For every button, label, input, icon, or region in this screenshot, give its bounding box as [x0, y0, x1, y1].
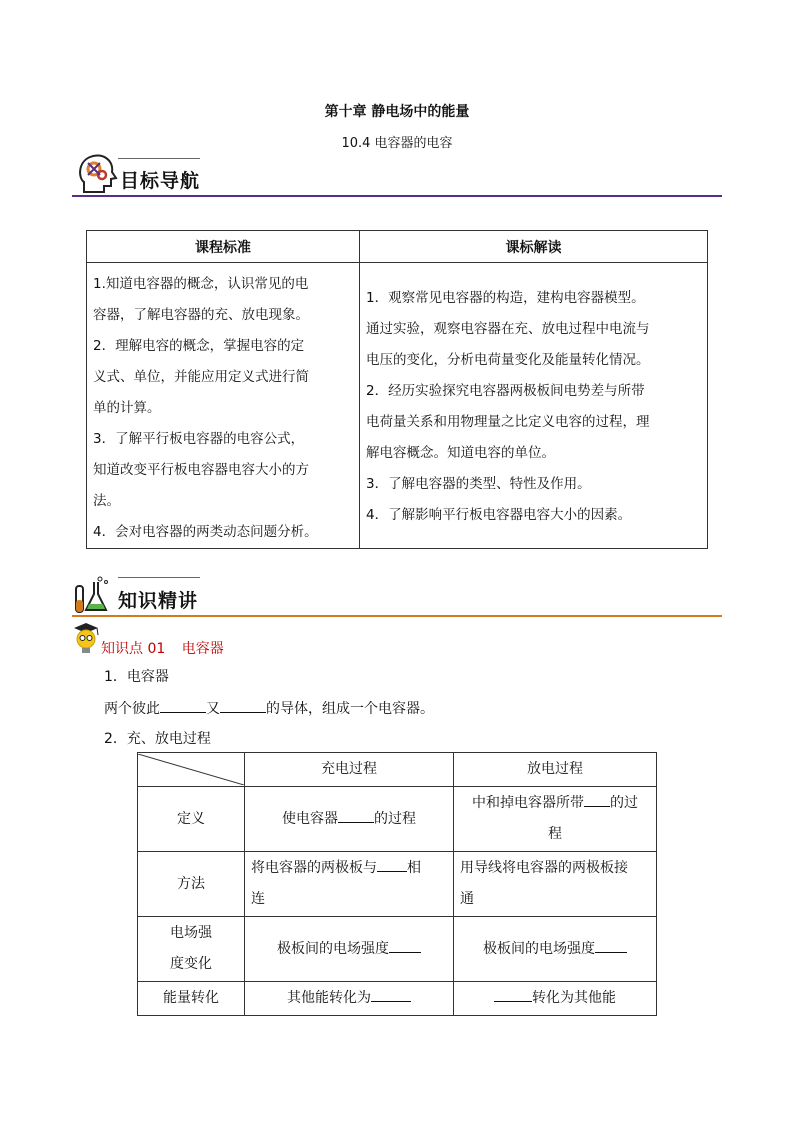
standard-line: 1.知道电容器的概念，认识常见的电 — [93, 276, 309, 292]
row-label-field-change-b: 度变化 — [170, 956, 212, 972]
goal-nav-title: 目标导航 — [120, 170, 201, 192]
interpretation-line: 1．观察常见电容器的构造，建构电容器模型。 — [366, 290, 645, 306]
item1-text-b: 又 — [206, 701, 220, 717]
charge-energy — [245, 982, 454, 1016]
charge-definition-a: 使电容器 — [282, 810, 338, 827]
interpretation-line: 电压的变化，分析电荷量变化及能量转化情况。 — [366, 352, 650, 368]
standard-line: 法。 — [93, 493, 120, 509]
interpretation-line: 2．经历实验探究电容器两极板间电势差与所带 — [366, 383, 645, 399]
item1-text-a: 两个彼此 — [104, 701, 160, 717]
row-label-energy: 能量转化 — [138, 982, 245, 1016]
charge-method-c: 连 — [251, 891, 265, 907]
curriculum-standard-header: 课程标准 — [87, 231, 360, 263]
discharge-method-b: 通 — [460, 891, 474, 907]
row-label-definition: 定义 — [138, 787, 245, 852]
curriculum-standard-cell — [87, 263, 360, 549]
row-label-method: 方法 — [138, 852, 245, 917]
diagonal-line — [138, 754, 244, 785]
knowledge-title: 知识精讲 — [118, 590, 199, 612]
discharge-field-change — [454, 917, 657, 982]
item1-sentence — [104, 697, 434, 718]
fill-blank[interactable] — [595, 937, 627, 953]
charge-method — [245, 852, 454, 917]
goal-nav-rule — [72, 195, 722, 197]
discharge-header: 放电过程 — [454, 753, 657, 787]
charge-definition-b: 的过程 — [374, 810, 416, 827]
interpretation-line: 解电容概念。知道电容的单位。 — [366, 445, 555, 461]
interpretation-line: 电荷量关系和用物理量之比定义电容的过程，理 — [366, 414, 650, 430]
lab-flask-icon — [72, 576, 112, 616]
interpretation-line: 3．了解电容器的类型、特性及作用。 — [366, 476, 591, 492]
standard-line: 3．了解平行板电容器的电容公式， — [93, 431, 305, 447]
standard-line: 义式、单位，并能应用定义式进行简 — [93, 369, 309, 385]
item1-text-c: 的导体，组成一个电容器。 — [266, 701, 434, 717]
discharge-definition-b: 的过 — [610, 795, 638, 811]
charge-energy-text: 其他能转化为 — [287, 990, 371, 1006]
curriculum-interpretation-cell — [360, 263, 708, 549]
knowledge-rule — [72, 615, 722, 617]
discharge-definition-c: 程 — [548, 826, 562, 842]
charge-header: 充电过程 — [245, 753, 454, 787]
fill-blank[interactable] — [220, 697, 266, 713]
curriculum-table — [86, 230, 708, 549]
standard-line: 知道改变平行板电容器电容大小的方 — [93, 462, 309, 478]
chapter-title: 第十章 静电场中的能量 — [324, 104, 470, 120]
charge-definition — [245, 787, 454, 852]
discharge-energy — [454, 982, 657, 1016]
standard-line: 2．理解电容的概念，掌握电容的定 — [93, 338, 305, 354]
charge-discharge-table — [137, 752, 657, 1016]
discharge-definition-a: 中和掉电容器所带 — [472, 795, 584, 811]
charge-method-b: 相 — [407, 860, 421, 876]
charge-field-change — [245, 917, 454, 982]
fill-blank[interactable] — [584, 791, 610, 807]
discharge-field-change-text: 极板间的电场强度 — [483, 940, 595, 957]
item1-heading: 1．电容器 — [104, 669, 169, 685]
curriculum-interpretation-header: 课标解读 — [360, 231, 708, 263]
standard-line: 4．会对电容器的两类动态问题分析。 — [93, 524, 318, 540]
standard-line: 单的计算。 — [93, 400, 161, 416]
knowledge-point-heading — [101, 638, 224, 658]
interpretation-line: 4．了解影响平行板电容器电容大小的因素。 — [366, 507, 632, 523]
lightbulb-graduate-icon — [70, 620, 102, 654]
discharge-method-a: 用导线将电容器的两极板接 — [460, 860, 628, 876]
fill-blank[interactable] — [338, 807, 374, 823]
knowledge-header — [72, 572, 722, 618]
fill-blank[interactable] — [377, 856, 407, 872]
goal-nav-header — [72, 150, 722, 200]
knowledge-point-label: 知识点 01 — [101, 641, 166, 657]
discharge-method — [454, 852, 657, 917]
interpretation-line: 通过实验，观察电容器在充、放电过程中电流与 — [366, 321, 650, 337]
standard-line: 容器，了解电容器的充、放电现象。 — [93, 307, 309, 323]
diagonal-corner-cell — [138, 753, 245, 787]
discharge-definition — [454, 787, 657, 852]
section-title: 10.4 电容器的电容 — [341, 136, 453, 151]
head-gears-icon — [76, 152, 118, 196]
discharge-energy-text: 转化为其他能 — [532, 990, 616, 1006]
row-label-field-change — [138, 917, 245, 982]
fill-blank[interactable] — [494, 986, 532, 1002]
fill-blank[interactable] — [389, 937, 421, 953]
knowledge-point-title: 电容器 — [181, 641, 224, 657]
row-label-field-change-a: 电场强 — [170, 925, 212, 941]
item2-heading: 2．充、放电过程 — [104, 731, 211, 747]
charge-field-change-text: 极板间的电场强度 — [277, 940, 389, 957]
fill-blank[interactable] — [160, 697, 206, 713]
charge-method-a: 将电容器的两极板与 — [251, 860, 377, 876]
fill-blank[interactable] — [371, 986, 411, 1002]
